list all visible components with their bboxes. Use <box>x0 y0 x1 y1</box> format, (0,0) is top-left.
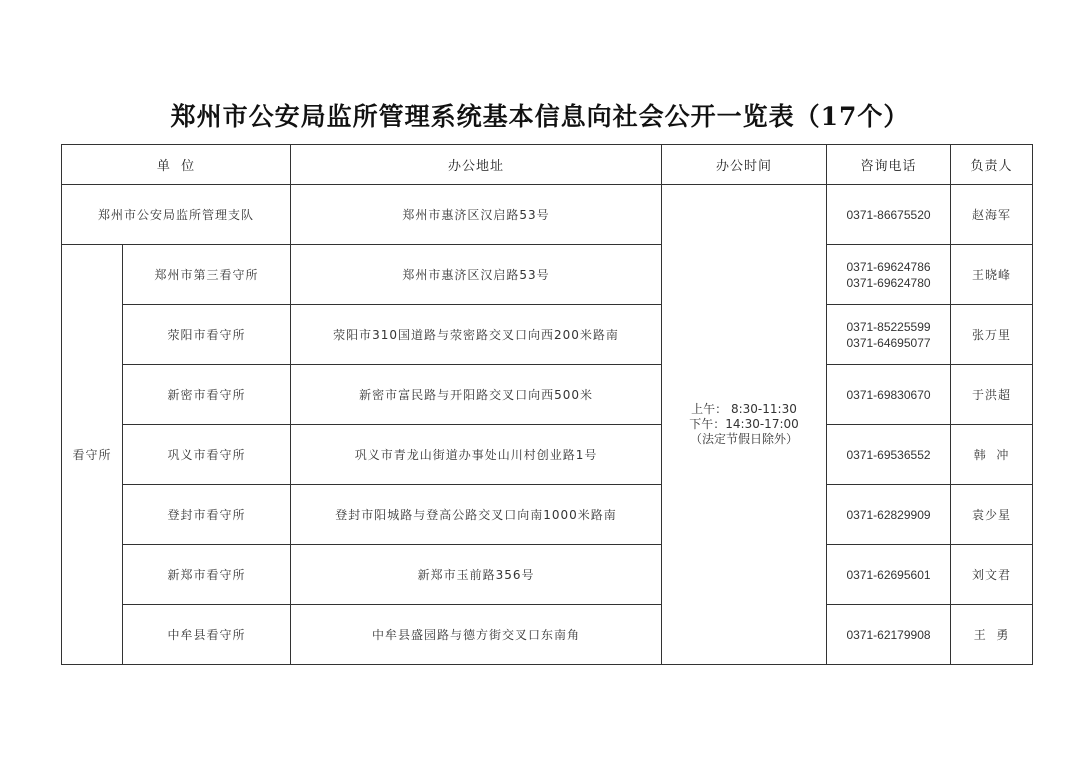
unit-cell: 荥阳市看守所 <box>123 305 291 365</box>
unit-cell: 郑州市公安局监所管理支队 <box>62 185 291 245</box>
phone-cell <box>827 245 951 305</box>
phone-number: 0371-62179908 <box>846 627 931 642</box>
phone-cell <box>827 425 951 485</box>
address-cell: 中牟县盛园路与德方街交叉口东南角 <box>291 605 662 665</box>
table-row <box>62 365 1033 425</box>
table-row <box>62 245 1033 305</box>
office-hours-morning: 上午： 8:30-11:30 <box>691 402 797 416</box>
page-title: 郑州市公安局监所管理系统基本信息向社会公开一览表（17个） <box>170 102 910 131</box>
person-cell: 袁少星 <box>951 485 1033 545</box>
address-cell: 郑州市惠济区汉启路53号 <box>291 245 662 305</box>
unit-cell: 郑州市第三看守所 <box>123 245 291 305</box>
phone-number: 0371-69624786 <box>846 259 931 274</box>
address-cell: 新郑市玉前路356号 <box>291 545 662 605</box>
person-cell: 王晓峰 <box>951 245 1033 305</box>
person-cell: 刘文君 <box>951 545 1033 605</box>
phone-cell <box>827 545 951 605</box>
table-header-row <box>62 145 1033 185</box>
info-table <box>61 144 1033 665</box>
table-row <box>62 605 1033 665</box>
table-row <box>62 485 1033 545</box>
header-person: 负责人 <box>951 145 1033 185</box>
unit-cell: 新密市看守所 <box>123 365 291 425</box>
phone-number: 0371-69536552 <box>846 447 931 462</box>
office-hours-afternoon: 下午：14:30-17:00 <box>689 417 799 431</box>
phone-cell <box>827 185 951 245</box>
phone-number: 0371-69830670 <box>846 387 931 402</box>
address-cell: 登封市阳城路与登高公路交叉口向南1000米路南 <box>291 485 662 545</box>
unit-cell: 新郑市看守所 <box>123 545 291 605</box>
person-cell: 王 勇 <box>951 605 1033 665</box>
phone-cell <box>827 605 951 665</box>
person-cell: 韩 冲 <box>951 425 1033 485</box>
phone-number: 0371-86675520 <box>846 207 931 222</box>
phone-number: 0371-62829909 <box>846 507 931 522</box>
address-cell: 巩义市青龙山街道办事处山川村创业路1号 <box>291 425 662 485</box>
person-cell: 于洪超 <box>951 365 1033 425</box>
phone-number: 0371-69624780 <box>846 275 931 290</box>
phone-cell <box>827 485 951 545</box>
table-body <box>62 185 1033 665</box>
header-address: 办公地址 <box>291 145 662 185</box>
unit-cell: 中牟县看守所 <box>123 605 291 665</box>
table-row <box>62 185 1033 245</box>
header-phone: 咨询电话 <box>827 145 951 185</box>
unit-cell: 巩义市看守所 <box>123 425 291 485</box>
address-cell: 新密市富民路与开阳路交叉口向西500米 <box>291 365 662 425</box>
person-cell: 赵海军 <box>951 185 1033 245</box>
phone-number: 0371-64695077 <box>846 335 931 350</box>
table-row <box>62 425 1033 485</box>
group-label-cell: 看守所 <box>62 245 123 665</box>
phone-cell <box>827 365 951 425</box>
table-row <box>62 305 1033 365</box>
office-hours-cell <box>662 185 827 665</box>
address-cell: 荥阳市310国道路与荥密路交叉口向西200米路南 <box>291 305 662 365</box>
address-cell: 郑州市惠济区汉启路53号 <box>291 185 662 245</box>
office-hours-note: （法定节假日除外） <box>690 432 799 446</box>
phone-cell <box>827 305 951 365</box>
header-hours: 办公时间 <box>662 145 827 185</box>
phone-number: 0371-85225599 <box>846 319 931 334</box>
header-unit: 单 位 <box>62 145 291 185</box>
unit-cell: 登封市看守所 <box>123 485 291 545</box>
table-row <box>62 545 1033 605</box>
person-cell: 张万里 <box>951 305 1033 365</box>
phone-number: 0371-62695601 <box>846 567 931 582</box>
